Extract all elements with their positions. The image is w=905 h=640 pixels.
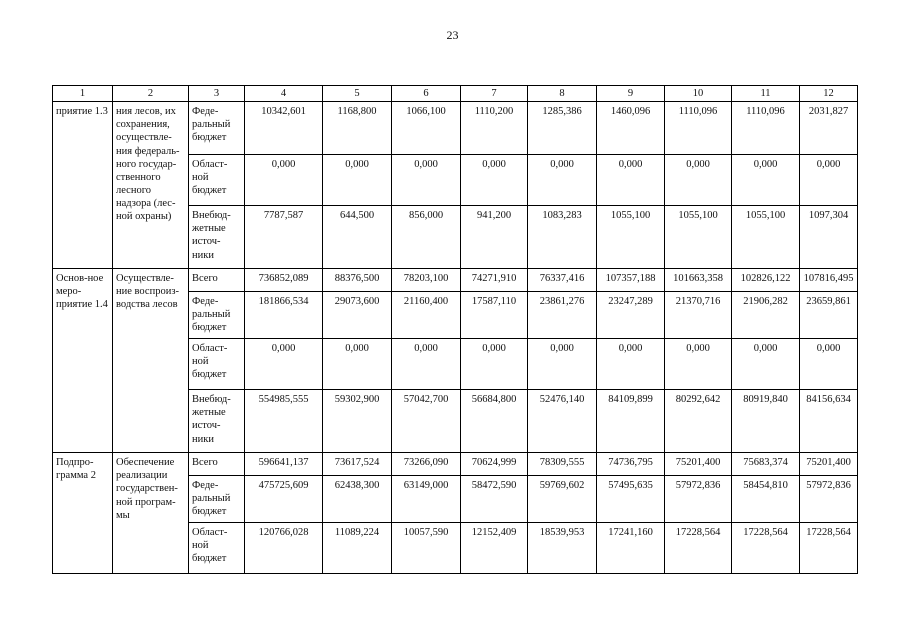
column-header: 6	[392, 86, 461, 102]
value-cell: 52476,140	[528, 390, 597, 453]
value-cell: 1460,096	[597, 102, 665, 155]
value-cell: 736852,089	[245, 269, 323, 292]
measure-cell: приятие 1.3	[53, 102, 113, 269]
value-cell: 23659,861	[800, 292, 858, 339]
value-cell: 76337,416	[528, 269, 597, 292]
value-cell: 58472,590	[461, 476, 528, 523]
value-cell: 56684,800	[461, 390, 528, 453]
description-cell: ния лесов, их сохранения, осуществле-ния федераль-ного государ-ственного лесного надзора (лес-ной охраны)	[113, 102, 189, 269]
table-row	[53, 269, 858, 292]
value-cell: 11089,224	[323, 523, 392, 574]
value-cell: 1055,100	[665, 206, 732, 269]
value-cell: 84109,899	[597, 390, 665, 453]
value-cell: 10057,590	[392, 523, 461, 574]
source-cell: Област-ной бюджет	[189, 339, 245, 390]
source-cell: Внебюд-жетные источ-ники	[189, 206, 245, 269]
source-cell: Област-ной бюджет	[189, 523, 245, 574]
value-cell: 0,000	[461, 155, 528, 206]
value-cell: 74736,795	[597, 453, 665, 476]
column-header: 12	[800, 86, 858, 102]
value-cell: 17228,564	[732, 523, 800, 574]
value-cell: 0,000	[597, 155, 665, 206]
source-cell: Всего	[189, 269, 245, 292]
value-cell: 2031,827	[800, 102, 858, 155]
value-cell: 88376,500	[323, 269, 392, 292]
description-cell: Обеспечение реализации государствен-ной програм-мы	[113, 453, 189, 574]
value-cell: 1285,386	[528, 102, 597, 155]
value-cell: 0,000	[323, 339, 392, 390]
column-header: 9	[597, 86, 665, 102]
column-header: 7	[461, 86, 528, 102]
value-cell: 941,200	[461, 206, 528, 269]
value-cell: 0,000	[245, 339, 323, 390]
value-cell: 23861,276	[528, 292, 597, 339]
value-cell: 120766,028	[245, 523, 323, 574]
value-cell: 1110,200	[461, 102, 528, 155]
value-cell: 57972,836	[800, 476, 858, 523]
value-cell: 1066,100	[392, 102, 461, 155]
value-cell: 84156,634	[800, 390, 858, 453]
value-cell: 62438,300	[323, 476, 392, 523]
value-cell: 29073,600	[323, 292, 392, 339]
column-header: 5	[323, 86, 392, 102]
column-header: 3	[189, 86, 245, 102]
value-cell: 0,000	[597, 339, 665, 390]
value-cell: 1055,100	[597, 206, 665, 269]
value-cell: 21160,400	[392, 292, 461, 339]
value-cell: 18539,953	[528, 523, 597, 574]
value-cell: 78309,555	[528, 453, 597, 476]
value-cell: 21906,282	[732, 292, 800, 339]
column-header: 8	[528, 86, 597, 102]
value-cell: 59769,602	[528, 476, 597, 523]
value-cell: 856,000	[392, 206, 461, 269]
value-cell: 181866,534	[245, 292, 323, 339]
value-cell: 0,000	[732, 155, 800, 206]
source-cell: Феде-ральный бюджет	[189, 102, 245, 155]
value-cell: 0,000	[392, 155, 461, 206]
budget-table	[52, 85, 858, 574]
source-cell: Всего	[189, 453, 245, 476]
value-cell: 57042,700	[392, 390, 461, 453]
value-cell: 475725,609	[245, 476, 323, 523]
column-header: 2	[113, 86, 189, 102]
value-cell: 1083,283	[528, 206, 597, 269]
table-row	[53, 102, 858, 155]
value-cell: 107357,188	[597, 269, 665, 292]
column-header: 10	[665, 86, 732, 102]
value-cell: 21370,716	[665, 292, 732, 339]
value-cell: 75201,400	[800, 453, 858, 476]
source-cell: Внебюд-жетные источ-ники	[189, 390, 245, 453]
value-cell: 58454,810	[732, 476, 800, 523]
value-cell: 596641,137	[245, 453, 323, 476]
value-cell: 23247,289	[597, 292, 665, 339]
measure-cell: Основ-ное меро-приятие 1.4	[53, 269, 113, 453]
value-cell: 0,000	[665, 339, 732, 390]
value-cell: 80919,840	[732, 390, 800, 453]
value-cell: 644,500	[323, 206, 392, 269]
value-cell: 0,000	[245, 155, 323, 206]
column-header: 11	[732, 86, 800, 102]
value-cell: 63149,000	[392, 476, 461, 523]
value-cell: 17241,160	[597, 523, 665, 574]
value-cell: 1097,304	[800, 206, 858, 269]
value-cell: 78203,100	[392, 269, 461, 292]
table-row	[53, 453, 858, 476]
header-row	[53, 86, 858, 102]
value-cell: 0,000	[665, 155, 732, 206]
page-number: 23	[446, 28, 459, 42]
value-cell: 1168,800	[323, 102, 392, 155]
source-cell: Феде-ральный бюджет	[189, 476, 245, 523]
value-cell: 75201,400	[665, 453, 732, 476]
value-cell: 75683,374	[732, 453, 800, 476]
value-cell: 73266,090	[392, 453, 461, 476]
value-cell: 1110,096	[732, 102, 800, 155]
description-cell: Осуществле-ние воспроиз-водства лесов	[113, 269, 189, 453]
value-cell: 1110,096	[665, 102, 732, 155]
value-cell: 57495,635	[597, 476, 665, 523]
value-cell: 0,000	[461, 339, 528, 390]
value-cell: 73617,524	[323, 453, 392, 476]
value-cell: 10342,601	[245, 102, 323, 155]
measure-cell: Подпро-грамма 2	[53, 453, 113, 574]
value-cell: 17228,564	[665, 523, 732, 574]
value-cell: 1055,100	[732, 206, 800, 269]
value-cell: 80292,642	[665, 390, 732, 453]
value-cell: 17587,110	[461, 292, 528, 339]
value-cell: 74271,910	[461, 269, 528, 292]
value-cell: 70624,999	[461, 453, 528, 476]
value-cell: 0,000	[800, 155, 858, 206]
value-cell: 0,000	[528, 339, 597, 390]
source-cell: Област-ной бюджет	[189, 155, 245, 206]
value-cell: 554985,555	[245, 390, 323, 453]
value-cell: 57972,836	[665, 476, 732, 523]
column-header: 1	[53, 86, 113, 102]
value-cell: 59302,900	[323, 390, 392, 453]
value-cell: 0,000	[392, 339, 461, 390]
value-cell: 107816,495	[800, 269, 858, 292]
value-cell: 0,000	[732, 339, 800, 390]
value-cell: 101663,358	[665, 269, 732, 292]
value-cell: 102826,122	[732, 269, 800, 292]
value-cell: 12152,409	[461, 523, 528, 574]
value-cell: 0,000	[323, 155, 392, 206]
column-header: 4	[245, 86, 323, 102]
value-cell: 0,000	[800, 339, 858, 390]
source-cell: Феде-ральный бюджет	[189, 292, 245, 339]
value-cell: 7787,587	[245, 206, 323, 269]
value-cell: 0,000	[528, 155, 597, 206]
value-cell: 17228,564	[800, 523, 858, 574]
